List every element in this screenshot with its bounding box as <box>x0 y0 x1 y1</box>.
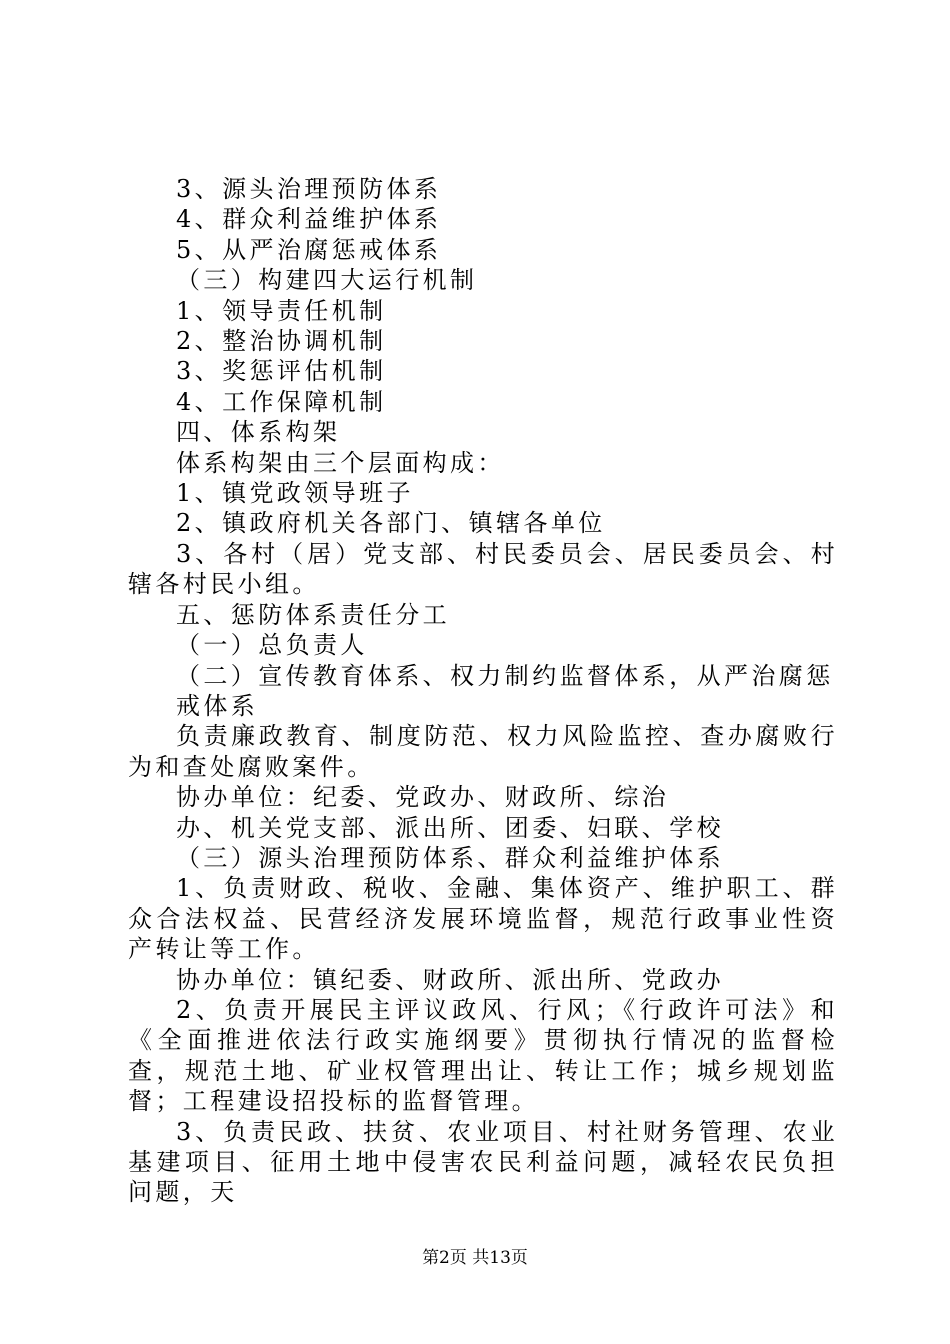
paragraph: 办、机关党支部、派出所、团委、妇联、学校 <box>176 813 724 842</box>
paragraph: 1、负责财政、税收、金融、集体资产、维护职工、群众合法权益、民营经济发展环境监督，规范行政事业性资产转让等工作。 <box>128 874 838 964</box>
section-heading-continuation: 戒体系 <box>176 691 259 720</box>
list-item: 5、从严治腐惩戒体系 <box>176 235 442 264</box>
section-heading: （三）构建四大运行机制 <box>176 266 478 295</box>
section-heading: 四、体系构架 <box>176 418 341 447</box>
list-item: 2、整治协调机制 <box>176 327 387 356</box>
section-heading: 五、惩防体系责任分工 <box>176 600 450 629</box>
list-item: 3、源头治理预防体系 <box>176 175 442 203</box>
list-item: 1、领导责任机制 <box>176 296 387 325</box>
list-item: 2、镇政府机关各部门、镇辖各单位 <box>176 509 606 538</box>
list-item: 4、群众利益维护体系 <box>176 205 442 234</box>
list-item: 3、各村（居）党支部、村民委员会、居民委员会、村辖各村民小组。 <box>128 539 838 599</box>
paragraph: 2、负责开展民主评议政风、行风；《行政许可法》和《全面推进依法行政实施纲要》贯彻执行情况的监督检查，规范土地、矿业权管理出让、转让工作；城乡规划监督；工程建设招投标的监督管理。 <box>128 995 838 1116</box>
paragraph: 体系构架由三个层面构成： <box>176 448 505 477</box>
paragraph: 负责廉政教育、制度防范、权力风险监控、查办腐败行为和查处腐败案件。 <box>128 722 838 781</box>
document-body <box>128 174 838 1208</box>
paragraph: 协办单位：镇纪委、财政所、派出所、党政办 <box>176 965 724 994</box>
section-heading: （三）源头治理预防体系、群众利益维护体系 <box>176 843 724 872</box>
paragraph: 3、负责民政、扶贫、农业项目、村社财务管理、农业基建项目、征用土地中侵害农民利益问题，减轻农民负担问题，天 <box>128 1117 838 1207</box>
section-heading: （二）宣传教育体系、权力制约监督体系，从严治腐惩 <box>176 661 834 690</box>
list-item: 1、镇党政领导班子 <box>176 479 414 508</box>
section-heading: （一）总负责人 <box>176 631 368 660</box>
page-number: 第2页 共13页 <box>422 1248 528 1268</box>
paragraph: 协办单位：纪委、党政办、财政所、综治 <box>176 783 670 812</box>
list-item: 4、工作保障机制 <box>176 387 387 416</box>
list-item: 3、奖惩评估机制 <box>176 357 387 386</box>
